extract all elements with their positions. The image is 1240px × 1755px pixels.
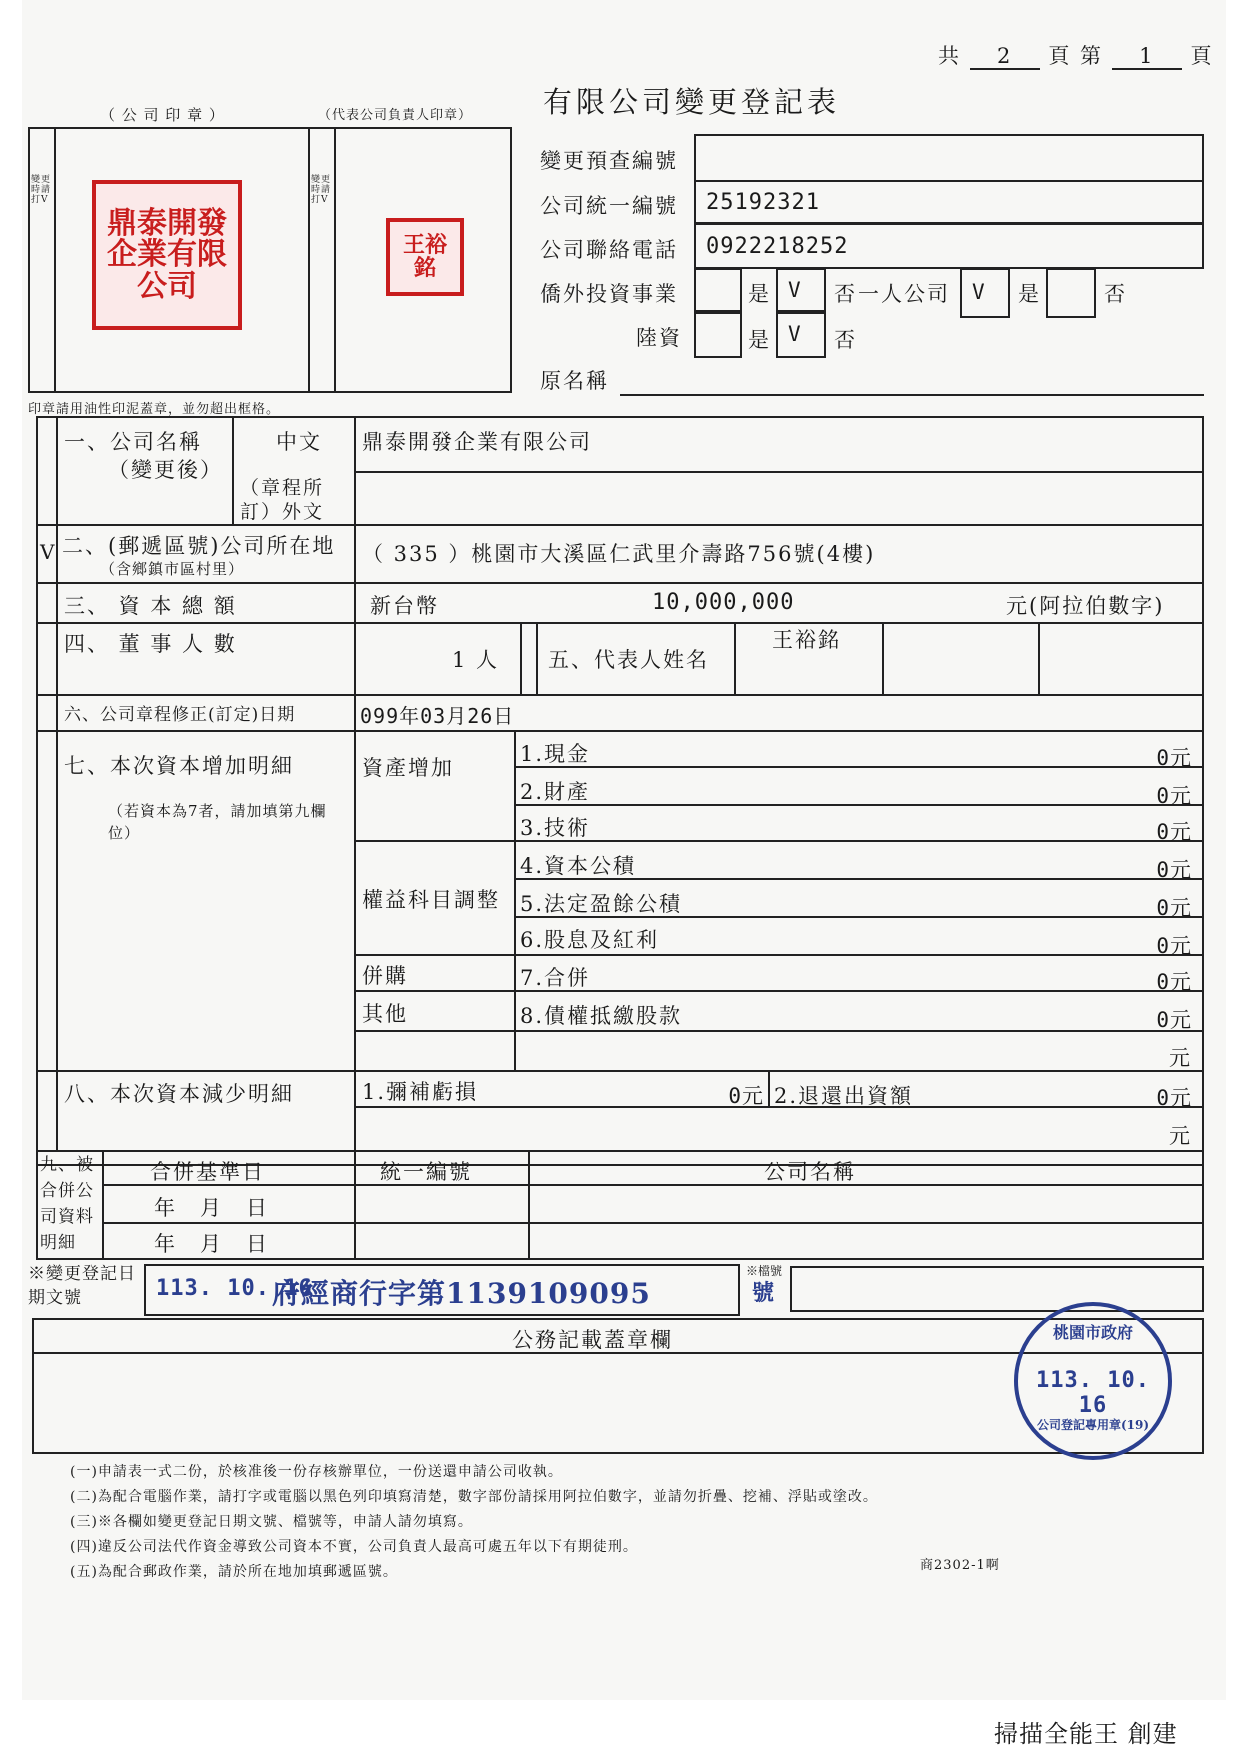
increase-total-unit: 元 <box>1169 1046 1192 1070</box>
merged-company-label: 九、被合併公司資料明細 <box>40 1155 94 1253</box>
capital-decrease-label: 八、本次資本減少明細 <box>64 1082 294 1106</box>
capital-currency: 新台幣 <box>370 594 439 618</box>
merge-date-row-2: 年 月 日 <box>154 1232 269 1256</box>
overseas-yes-text: 是 <box>748 282 771 306</box>
company-seal-label: （ 公 司 印 章 ） <box>100 106 225 124</box>
chinese-name-label: 中文 <box>276 430 322 454</box>
mainland-no-check: V <box>788 322 802 346</box>
address-sub: （含鄉鎮市區村里） <box>100 560 245 578</box>
overseas-yes-box[interactable] <box>694 268 742 312</box>
mainland-yes-box[interactable] <box>694 312 742 358</box>
amount-cash: 0元 <box>1156 746 1192 770</box>
merge-uniform-no-header: 統一編號 <box>380 1160 472 1184</box>
overseas-no-check: V <box>788 278 802 302</box>
official-stamp-bottom: 公司登記專用章(19) <box>1036 1418 1150 1432</box>
item-cash: 1.現金 <box>520 742 591 766</box>
mainland-yes-text: 是 <box>748 328 771 352</box>
amount-debt-conversion: 0元 <box>1156 1008 1192 1032</box>
official-stamp-date: 113. 10. 16 <box>1036 1368 1150 1418</box>
company-name-label: 一、公司名稱 <box>64 430 202 454</box>
amount-legal-reserve: 0元 <box>1156 896 1192 920</box>
merge-date-row-1: 年 月 日 <box>154 1196 269 1220</box>
form-code: 商2302-1啊 <box>920 1558 1000 1573</box>
one-person-no-text: 否 <box>1104 282 1127 306</box>
group-merger: 併購 <box>362 964 408 988</box>
uniform-no-value: 25192321 <box>706 190 820 215</box>
seal-side-note-1: 變更時請打V <box>31 175 52 205</box>
preaudit-field[interactable] <box>694 134 1204 182</box>
representative-seal-stamp: 王裕銘 <box>386 218 464 296</box>
original-name-line <box>620 394 1204 396</box>
form-title: 有限公司變更登記表 <box>543 85 841 119</box>
page-counter: 共 2 頁 第 1 頁 <box>938 44 1214 68</box>
scanner-watermark: 掃描全能王 創建 <box>994 1720 1178 1748</box>
mainland-label: 陸資 <box>636 326 682 350</box>
item-legal-reserve: 5.法定盈餘公積 <box>520 892 683 916</box>
decrease-amount-1: 0元 <box>728 1084 764 1108</box>
phone-label: 公司聯絡電話 <box>540 238 678 262</box>
item-dividends: 6.股息及紅利 <box>520 928 660 952</box>
address-label: 二、(郵遞區號)公司所在地 <box>62 534 336 558</box>
foreign-name-label: （章程所訂）外文 <box>240 477 325 523</box>
registration-doc-no: 府經商行字第1139109095 <box>272 1277 651 1310</box>
representative-label: 五、代表人姓名 <box>548 648 709 672</box>
item-capital-reserve: 4.資本公積 <box>520 854 637 878</box>
merge-date-header: 合併基準日 <box>150 1160 265 1184</box>
rep-seal-label: （代表公司負責人印章） <box>318 108 473 123</box>
decrease-total-unit: 元 <box>1169 1124 1192 1148</box>
note-item: (三)※各欄如變更登記日期文號、檔號等，申請人請勿填寫。 <box>70 1514 473 1530</box>
one-person-label: 一人公司 <box>858 282 950 306</box>
decrease-amount-2: 0元 <box>1156 1086 1192 1110</box>
chinese-name-value: 鼎泰開發企業有限公司 <box>362 430 592 454</box>
item-property: 2.財產 <box>520 780 591 804</box>
decrease-item-1: 1.彌補虧損 <box>362 1080 479 1104</box>
directors-value: 1 人 <box>452 648 500 672</box>
note-item: (二)為配合電腦作業，請打字或電腦以黑色列印填寫清楚，數字部份請採用阿拉伯數字，並請勿折疊、挖補、浮貼或塗改。 <box>70 1489 878 1505</box>
amount-property: 0元 <box>1156 784 1192 808</box>
phone-value: 0922218252 <box>706 234 849 259</box>
note-item: (五)為配合郵政作業，請於所在地加填郵遞區號。 <box>70 1564 398 1580</box>
amount-dividends: 0元 <box>1156 934 1192 958</box>
amount-merger: 0元 <box>1156 970 1192 994</box>
registration-label: ※變更登記日期文號 <box>28 1264 136 1308</box>
group-asset-increase: 資產增加 <box>362 756 454 780</box>
company-seal-stamp: 鼎泰開發企業有限公司 <box>92 180 242 330</box>
seal-side-note-2: 變更時請打V <box>311 175 332 205</box>
original-name-label: 原名稱 <box>540 369 609 393</box>
address-value: （ 335 ）桃園市大溪區仁武里介壽路756號(4樓) <box>362 542 876 566</box>
item-debt-conversion: 8.債權抵繳股款 <box>520 1004 683 1028</box>
main-table <box>36 416 1204 1166</box>
articles-date-label: 六、公司章程修正(訂定)日期 <box>64 705 296 725</box>
file-mark-label: ※檔號 <box>746 1264 783 1278</box>
capital-amount: 10,000,000 <box>652 590 795 615</box>
group-equity-adjust: 權益科目調整 <box>362 888 500 912</box>
capital-unit: 元(阿拉伯數字) <box>1006 594 1165 618</box>
merge-company-name-header: 公司名稱 <box>764 1160 856 1184</box>
directors-label: 四、 董 事 人 數 <box>64 632 237 656</box>
group-other: 其他 <box>362 1002 408 1026</box>
registration-date: 113. 10. 16 <box>156 1276 313 1301</box>
note-item: (一)申請表一式二份，於核准後一份存核辦單位，一份送還申請公司收執。 <box>70 1464 563 1480</box>
one-person-yes-check: V <box>972 280 986 304</box>
capital-increase-note: （若資本為7者，請加填第九欄位） <box>108 802 327 842</box>
file-number-box <box>790 1266 1204 1312</box>
decrease-item-2: 2.退還出資額 <box>774 1084 914 1108</box>
amount-technology: 0元 <box>1156 820 1192 844</box>
one-person-no-box[interactable] <box>1046 268 1096 318</box>
notes-list <box>70 1460 1170 1585</box>
note-item: (四)違反公司法代作資金導致公司資本不實，公司負責人最高可處五年以下有期徒刑。 <box>70 1539 638 1555</box>
amount-capital-reserve: 0元 <box>1156 858 1192 882</box>
overseas-label: 僑外投資事業 <box>540 282 678 306</box>
item-technology: 3.技術 <box>520 816 591 840</box>
uniform-no-label: 公司統一編號 <box>540 194 678 218</box>
official-record-label: 公務記載蓋章欄 <box>512 1328 673 1352</box>
representative-value: 王裕銘 <box>772 628 841 652</box>
articles-date-value: 099年03月26日 <box>360 704 515 728</box>
registration-doc-suffix: 號 <box>752 1280 777 1306</box>
overseas-no-text: 否 <box>834 282 857 306</box>
seal-notice: 印章請用油性印泥蓋章，並勿超出框格。 <box>28 402 281 417</box>
preaudit-label: 變更預查編號 <box>540 149 678 173</box>
item-merger: 7.合併 <box>520 966 591 990</box>
one-person-yes-text: 是 <box>1018 282 1041 306</box>
official-stamp-top: 桃園市政府 <box>1052 1323 1133 1342</box>
address-change-mark: V <box>40 540 57 564</box>
company-name-sub: （變更後） <box>108 458 223 482</box>
mainland-no-text: 否 <box>834 328 857 352</box>
capital-increase-label: 七、本次資本增加明細 <box>64 754 294 778</box>
official-round-stamp <box>1014 1302 1172 1460</box>
capital-label: 三、 資 本 總 額 <box>64 594 237 618</box>
